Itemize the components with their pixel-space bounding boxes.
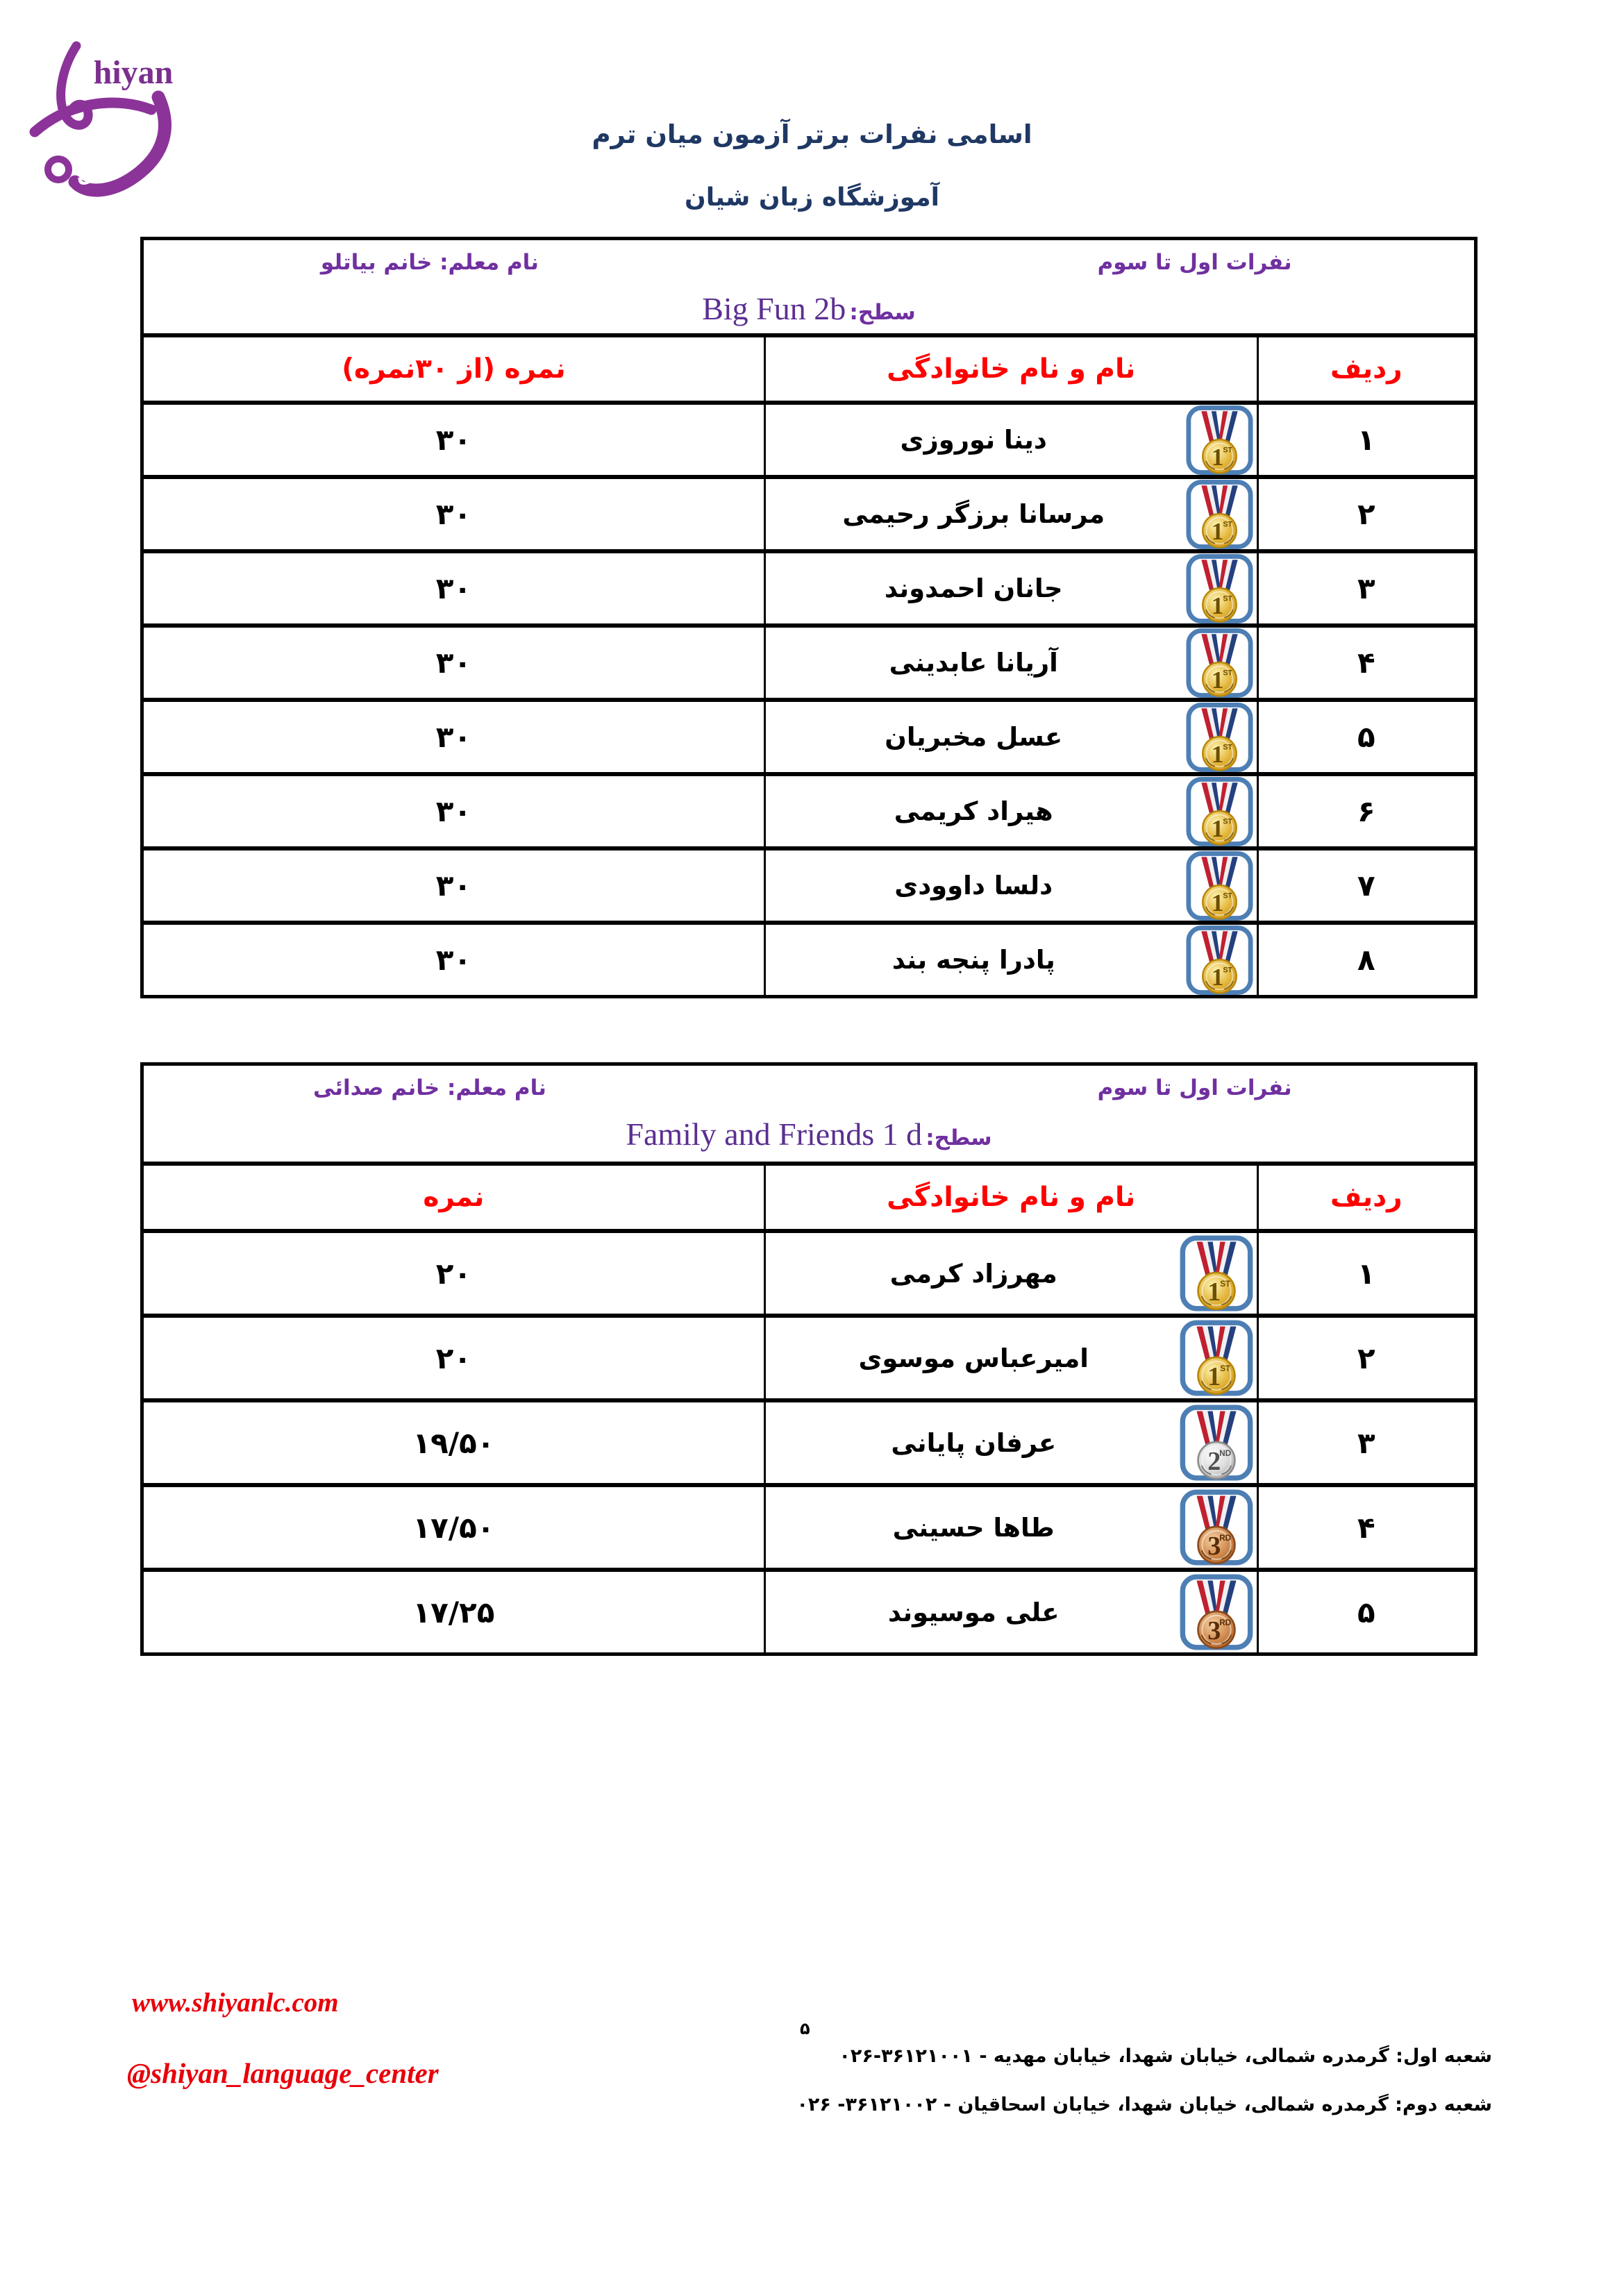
row-column-header: ردیف <box>1330 1182 1403 1213</box>
score-value: ۳۰ <box>435 943 472 977</box>
branch2-address: شعبه دوم: گرمدره شمالی، خیابان شهدا، خیابان اسحاقیان - ۰۲۶ -۳۶۱۲۱۰۰۲ <box>796 2094 1492 2115</box>
student-name: عسل مخبریان <box>885 722 1063 752</box>
row-number: ۵ <box>1357 720 1375 754</box>
score-cell <box>144 553 764 623</box>
table-row <box>144 846 1474 921</box>
table-row <box>144 475 1474 549</box>
svg-text:3: 3 <box>1207 1616 1221 1646</box>
table-rows <box>144 401 1474 995</box>
svg-text:ST: ST <box>1222 965 1232 974</box>
column-header-row <box>144 1162 1474 1229</box>
score-value: ۲۰ <box>435 1341 472 1375</box>
page-title: اسامی نفرات برتر آزمون میان ترم <box>592 119 1032 149</box>
row-number: ۴ <box>1357 1510 1375 1545</box>
row-number: ۸ <box>1357 943 1375 977</box>
svg-text:1: 1 <box>1211 592 1223 619</box>
svg-text:1: 1 <box>1211 963 1223 991</box>
svg-text:1: 1 <box>1211 814 1223 842</box>
row-number: ۲ <box>1357 1341 1375 1375</box>
medal-gold-icon <box>1186 628 1253 698</box>
name-cell <box>764 1487 1259 1568</box>
level-line <box>144 1116 1474 1153</box>
row-number-cell <box>1259 1402 1474 1483</box>
score-cell <box>144 776 764 846</box>
medal-gold-icon <box>1186 479 1253 549</box>
score-value: ۳۰ <box>435 497 472 531</box>
row-number-cell <box>1259 1318 1474 1398</box>
row-number: ۳ <box>1357 571 1375 605</box>
table-row <box>144 698 1474 772</box>
score-cell <box>144 628 764 698</box>
student-name: مرسانا برزگر رحیمی <box>842 499 1105 529</box>
score-cell <box>144 1233 764 1314</box>
svg-text:ST: ST <box>1222 519 1232 528</box>
level-value: Family and Friends 1 d <box>626 1116 923 1152</box>
score-cell <box>144 1318 764 1398</box>
row-column-header: ردیف <box>1330 353 1403 385</box>
row-number-cell <box>1259 479 1474 549</box>
medal-gold-icon <box>1180 1320 1253 1396</box>
student-name: دلسا داوودی <box>894 871 1053 900</box>
student-name: دینا نوروزی <box>900 425 1047 455</box>
name-cell <box>764 702 1259 772</box>
row-number: ۶ <box>1357 794 1375 828</box>
svg-text:1: 1 <box>1207 1277 1221 1307</box>
teacher-name: نام معلم: خانم بیاتلو <box>320 250 539 275</box>
row-number-cell <box>1259 1572 1474 1652</box>
svg-text:ST: ST <box>1222 816 1232 826</box>
student-name: مهرزاد کرمی <box>889 1258 1057 1289</box>
name-cell <box>764 479 1259 549</box>
student-name: طاها حسینی <box>892 1512 1055 1543</box>
name-column-header: نام و نام خانوادگی <box>764 1166 1259 1229</box>
table-row <box>144 623 1474 698</box>
student-name: علی موسیوند <box>887 1597 1060 1627</box>
score-cell <box>144 405 764 475</box>
svg-text:ST: ST <box>1219 1280 1230 1289</box>
row-number-cell <box>1259 1487 1474 1568</box>
score-cell <box>144 925 764 995</box>
level-label: سطح: <box>926 1125 992 1150</box>
results-table-big-fun-2b <box>140 237 1477 998</box>
student-name: آریانا عابدینی <box>889 648 1058 678</box>
svg-text:ST: ST <box>1222 445 1232 454</box>
row-number-cell <box>1259 702 1474 772</box>
row-number: ۱ <box>1357 423 1375 457</box>
svg-text:RD: RD <box>1219 1534 1231 1543</box>
page-subtitle: آموزشگاه زبان شیان <box>685 183 939 212</box>
score-value: ۳۰ <box>435 646 472 680</box>
score-cell <box>144 1402 764 1483</box>
rank-note: نفرات اول تا سوم <box>1097 1075 1292 1100</box>
name-cell <box>764 850 1259 921</box>
medal-gold-icon <box>1180 1235 1253 1312</box>
medal-bronze-icon <box>1180 1489 1253 1566</box>
score-value: ۱۷/۵۰ <box>412 1510 495 1545</box>
row-number-cell <box>1259 925 1474 995</box>
svg-text:1: 1 <box>1211 443 1223 471</box>
teacher-name: نام معلم: خانم صدائی <box>313 1075 546 1100</box>
score-value: ۱۹/۵۰ <box>412 1425 495 1460</box>
svg-text:ST: ST <box>1222 668 1232 677</box>
table-header-cell <box>144 240 1474 333</box>
score-value: ۳۰ <box>435 794 472 828</box>
svg-text:2: 2 <box>1207 1447 1221 1477</box>
name-cell <box>764 628 1259 698</box>
student-name: امیرعباس موسوی <box>858 1343 1089 1373</box>
svg-text:1: 1 <box>1207 1362 1221 1392</box>
medal-gold-icon <box>1186 553 1253 623</box>
svg-text:1: 1 <box>1211 517 1223 545</box>
table-row <box>144 549 1474 623</box>
student-name: هیراد کریمی <box>894 796 1053 826</box>
svg-text:ST: ST <box>1222 891 1232 900</box>
medal-silver-icon <box>1180 1405 1253 1481</box>
results-table-family-and-friends-1d <box>140 1062 1477 1656</box>
row-number-cell <box>1259 405 1474 475</box>
website-link[interactable]: www.shiyanlc.com <box>132 1988 339 2018</box>
medal-gold-icon <box>1186 925 1253 995</box>
branch2-phone: ۰۲۶ -۳۶۱۲۱۰۰۲ <box>796 2094 937 2115</box>
table-row <box>144 1229 1474 1314</box>
svg-text:3: 3 <box>1207 1532 1221 1561</box>
student-name: عرفان پایانی <box>891 1427 1057 1458</box>
row-number: ۱ <box>1357 1256 1375 1291</box>
level-line <box>144 290 1474 327</box>
table-row <box>144 1483 1474 1568</box>
medal-gold-icon <box>1186 702 1253 772</box>
score-column-header: نمره <box>423 1182 485 1213</box>
name-cell <box>764 1572 1259 1652</box>
score-cell <box>144 1572 764 1652</box>
svg-text:ND: ND <box>1219 1449 1231 1459</box>
page-number: ۵ <box>800 2019 810 2038</box>
branch1-phone: ۰۲۶-۳۶۱۲۱۰۰۱ <box>839 2045 973 2067</box>
rank-note: نفرات اول تا سوم <box>1097 250 1292 275</box>
name-cell <box>764 925 1259 995</box>
row-number: ۲ <box>1357 497 1375 531</box>
row-number-cell <box>1259 1233 1474 1314</box>
score-value: ۳۰ <box>435 423 472 457</box>
svg-text:RD: RD <box>1219 1618 1231 1628</box>
row-number-cell <box>1259 850 1474 921</box>
score-value: ۳۰ <box>435 869 472 903</box>
logo-persian-text: شیان <box>73 151 133 189</box>
name-column-header: نام و نام خانوادگی <box>764 337 1259 401</box>
row-number: ۷ <box>1357 869 1375 903</box>
name-cell <box>764 1233 1259 1314</box>
table-row <box>144 772 1474 846</box>
medal-bronze-icon <box>1180 1574 1253 1650</box>
name-cell <box>764 1402 1259 1483</box>
score-value: ۱۷/۲۵ <box>412 1595 495 1629</box>
student-name: جانان احمدوند <box>884 573 1063 603</box>
score-cell <box>144 850 764 921</box>
instagram-handle[interactable]: @shiyan_language_center <box>127 2057 439 2089</box>
medal-gold-icon <box>1186 405 1253 475</box>
svg-text:ST: ST <box>1222 742 1232 751</box>
table-row <box>144 921 1474 995</box>
table-row <box>144 1314 1474 1398</box>
row-number: ۵ <box>1357 1595 1375 1629</box>
svg-text:1: 1 <box>1211 889 1223 916</box>
row-number-cell <box>1259 553 1474 623</box>
name-cell <box>764 553 1259 623</box>
table-row <box>144 1398 1474 1483</box>
score-column-header: نمره (از ۳۰نمره) <box>342 353 566 385</box>
table-row <box>144 401 1474 475</box>
column-header-row <box>144 333 1474 401</box>
score-cell <box>144 479 764 549</box>
table-rows <box>144 1229 1474 1652</box>
score-cell <box>144 1487 764 1568</box>
name-cell <box>764 1318 1259 1398</box>
medal-gold-icon <box>1186 776 1253 846</box>
svg-text:ST: ST <box>1219 1364 1230 1374</box>
medal-gold-icon <box>1186 850 1253 921</box>
row-number-cell <box>1259 776 1474 846</box>
score-cell <box>144 702 764 772</box>
table-row <box>144 1568 1474 1652</box>
svg-text:1: 1 <box>1211 666 1223 694</box>
score-value: ۳۰ <box>435 720 472 754</box>
logo-text: hiyan <box>93 54 174 91</box>
name-cell <box>764 405 1259 475</box>
svg-text:1: 1 <box>1211 740 1223 768</box>
level-label: سطح: <box>849 300 916 325</box>
name-cell <box>764 776 1259 846</box>
row-number: ۴ <box>1357 646 1375 680</box>
row-number: ۳ <box>1357 1425 1375 1460</box>
table-header-cell <box>144 1066 1474 1162</box>
branch1-address: شعبه اول: گرمدره شمالی، خیابان شهدا، خیابان مهدیه - ۰۲۶-۳۶۱۲۱۰۰۱ <box>839 2045 1492 2067</box>
svg-text:ST: ST <box>1222 594 1232 603</box>
level-value: Big Fun 2b <box>702 291 846 326</box>
score-value: ۳۰ <box>435 571 472 605</box>
row-number-cell <box>1259 628 1474 698</box>
student-name: پادرا پنجه بند <box>891 945 1055 975</box>
score-value: ۲۰ <box>435 1256 472 1291</box>
